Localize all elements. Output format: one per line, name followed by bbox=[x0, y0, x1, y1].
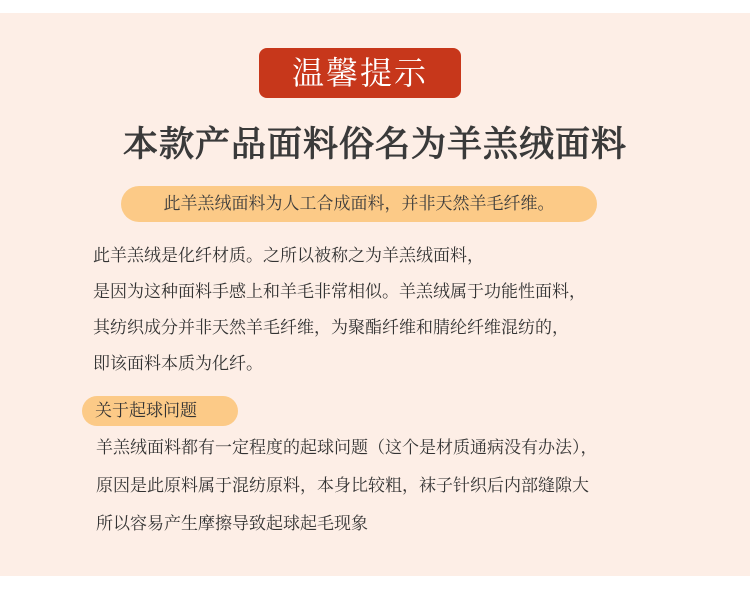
pilling-line: 羊羔绒面料都有一定程度的起球问题（这个是材质通病没有办法）， bbox=[96, 438, 598, 458]
pilling-line: 所以容易产生摩擦导致起球起毛现象 bbox=[96, 514, 368, 534]
intro-line: 即该面料本质为化纤。 bbox=[93, 354, 263, 374]
intro-line: 是因为这种面料手感上和羊毛非常相似。羊羔绒属于功能性面料， bbox=[93, 282, 586, 302]
intro-line: 此羊羔绒是化纤材质。之所以被称之为羊羔绒面料， bbox=[93, 246, 484, 266]
notice-badge: 温馨提示 bbox=[259, 48, 461, 98]
section-tag-pilling: 关于起球问题 bbox=[82, 396, 238, 426]
pilling-line: 原因是此原料属于混纺原料，本身比较粗，袜子针织后内部缝隙大 bbox=[96, 476, 589, 496]
page-title: 本款产品面料俗名为羊羔绒面料 bbox=[122, 125, 627, 165]
highlight-note: 此羊羔绒面料为人工合成面料，并非天然羊毛纤维。 bbox=[121, 186, 597, 222]
intro-line: 其纺织成分并非天然羊毛纤维，为聚酯纤维和腈纶纤维混纺的， bbox=[93, 318, 569, 338]
intro-paragraph bbox=[93, 241, 713, 385]
pilling-paragraph bbox=[96, 433, 716, 547]
